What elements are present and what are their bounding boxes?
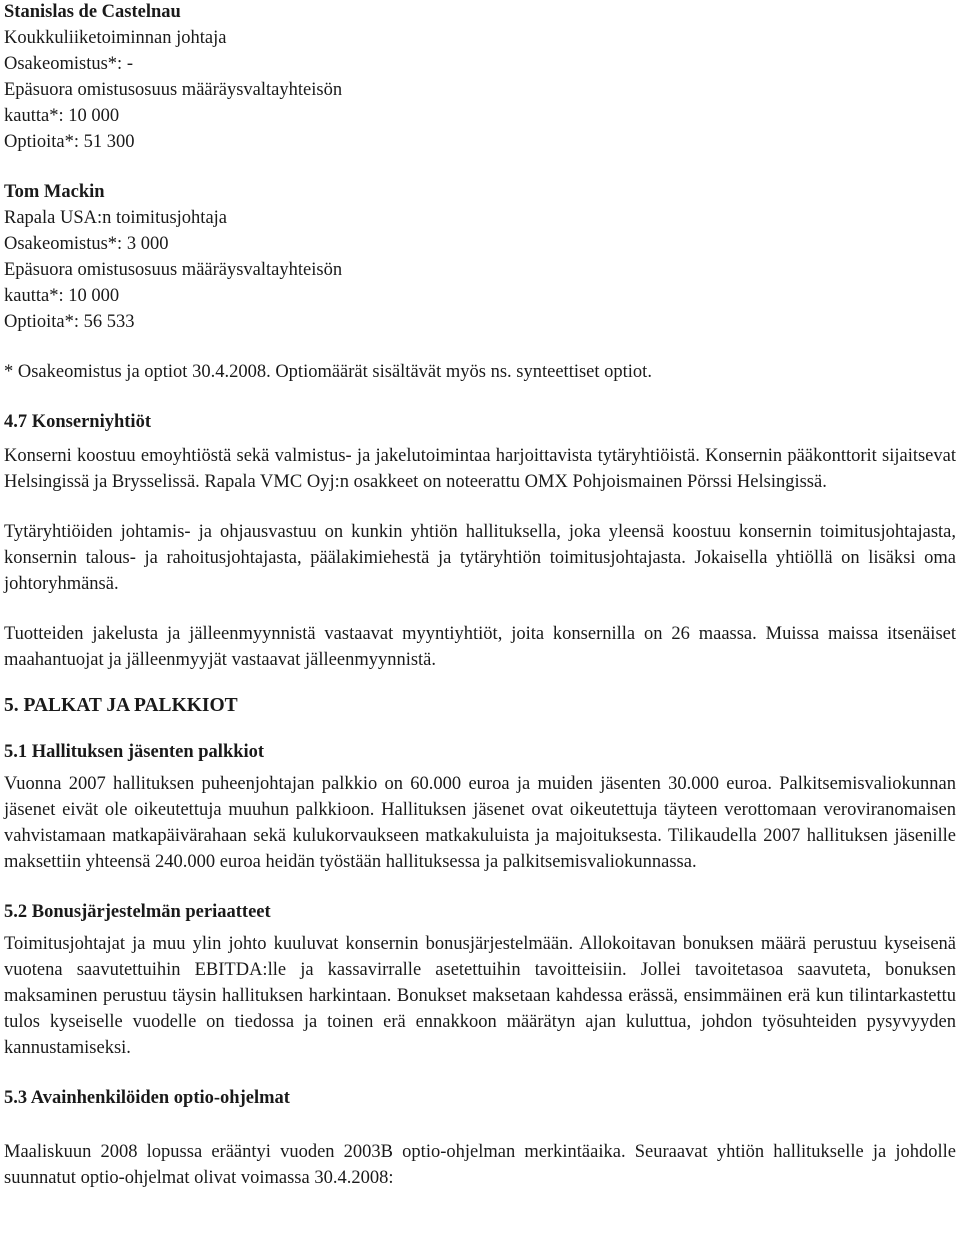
section-heading: 4.7 Konserniyhtiöt <box>4 412 151 432</box>
person-detail: kautta*: 10 000 <box>4 286 120 306</box>
person-name: Stanislas de Castelnau <box>4 2 181 22</box>
section-heading: 5.3 Avainhenkilöiden optio-ohjelmat <box>4 1088 290 1108</box>
person-detail: Epäsuora omistusosuus määräysvaltayhteisön <box>4 260 343 280</box>
chapter-heading: 5. PALKAT JA PALKKIOT <box>4 695 238 716</box>
person-detail: Koukkuliiketoiminnan johtaja <box>4 28 227 48</box>
person-name: Tom Mackin <box>4 182 105 202</box>
paragraph: Maaliskuun 2008 lopussa erääntyi vuoden 2003B optio-ohjelman merkintäaika. Seuraavat yhtiön hallitukselle ja johdolle suunnatut optio-ohjelmat olivat voimassa 30.4.2008: <box>4 1142 956 1188</box>
person-detail: Rapala USA:n toimitusjohtaja <box>4 208 228 228</box>
paragraph: Tytäryhtiöiden johtamis- ja ohjausvastuu on kunkin yhtiön hallituksella, joka yleensä koostuu konsernin toimitusjohtajasta, konsernin talous- ja rahoitusjohtajasta, päälakimiehestä ja tytäryhtiön toimitusjohtajasta. Jokaisella yhtiöllä on lisäksi oma johtoryhmänsä. <box>4 522 956 594</box>
person-detail: Osakeomistus*: - <box>4 54 133 74</box>
paragraph: Tuotteiden jakelusta ja jälleenmyynnistä vastaavat myyntiyhtiöt, joita konsernilla on 26 maassa. Muissa maissa itsenäiset maahantuojat ja jälleenmyyjät vastaavat jälleenmyynnistä. <box>4 624 956 670</box>
spacer <box>4 385 956 409</box>
person-block <box>4 0 956 155</box>
spacer <box>4 155 956 179</box>
paragraph: Toimitusjohtajat ja muu ylin johto kuuluvat konsernin bonusjärjestelmään. Allokoitavan bonuksen määrä perustuu kyseisenä vuotena saavutettuihin EBITDA:lle ja kassavirralle asetettuihin tavoitteisiin. Jollei tavoitetasoa saavuteta, bonuksen maksaminen perustuu täysin hallituksen harkintaan. Bonukset maksetaan kahdessa erässä, ensimmäinen erä kun tilintarkastettu tulos kyseiselle vuodelle on tiedossa ja toinen erä ennakkoon määrätyn ajan kuluttua, johdon työsuhteiden pysyvyyden kannustamiseksi. <box>4 934 956 1058</box>
section-heading: 5.1 Hallituksen jäsenten palkkiot <box>4 742 265 762</box>
person-detail: Optioita*: 56 533 <box>4 312 135 332</box>
person-detail: Osakeomistus*: 3 000 <box>4 234 169 254</box>
person-detail: Epäsuora omistusosuus määräysvaltayhteisön <box>4 80 343 100</box>
section-heading: 5.2 Bonusjärjestelmän periaatteet <box>4 902 271 922</box>
document-page <box>4 0 956 1191</box>
person-detail: kautta*: 10 000 <box>4 106 120 126</box>
person-detail: Optioita*: 51 300 <box>4 132 135 152</box>
paragraph: Konserni koostuu emoyhtiöstä sekä valmistus- ja jakelutoimintaa harjoittavista tytäryhtiöistä. Konsernin pääkonttorit sijaitsevat Helsingissä ja Brysselissä. Rapala VMC Oyj:n osakkeet on noteerattu OMX Pohjoismainen Pörssi Helsingissä. <box>4 446 956 492</box>
paragraph: Vuonna 2007 hallituksen puheenjohtajan palkkio on 60.000 euroa ja muiden jäsenten 30.000 euroa. Palkitsemisvaliokunnan jäsenet eivät ole oikeutettuja muuhun palkkioon. Hallituksen jäsenet ovat oikeutettuja täyteen verottomaan veroviranomaisen vahvistamaan matkapäivärahaan sekä kulukorvaukseen matkakuluista ja majoituksesta. Tilikaudella 2007 hallituksen jäsenille maksettiin yhteensä 240.000 euroa heidän työstään hallituksessa ja palkitsemisvaliokunnassa. <box>4 774 956 872</box>
person-block <box>4 179 956 335</box>
footnote: * Osakeomistus ja optiot 30.4.2008. Optiomäärät sisältävät myös ns. synteettiset optiot. <box>4 362 652 382</box>
spacer <box>4 335 956 359</box>
